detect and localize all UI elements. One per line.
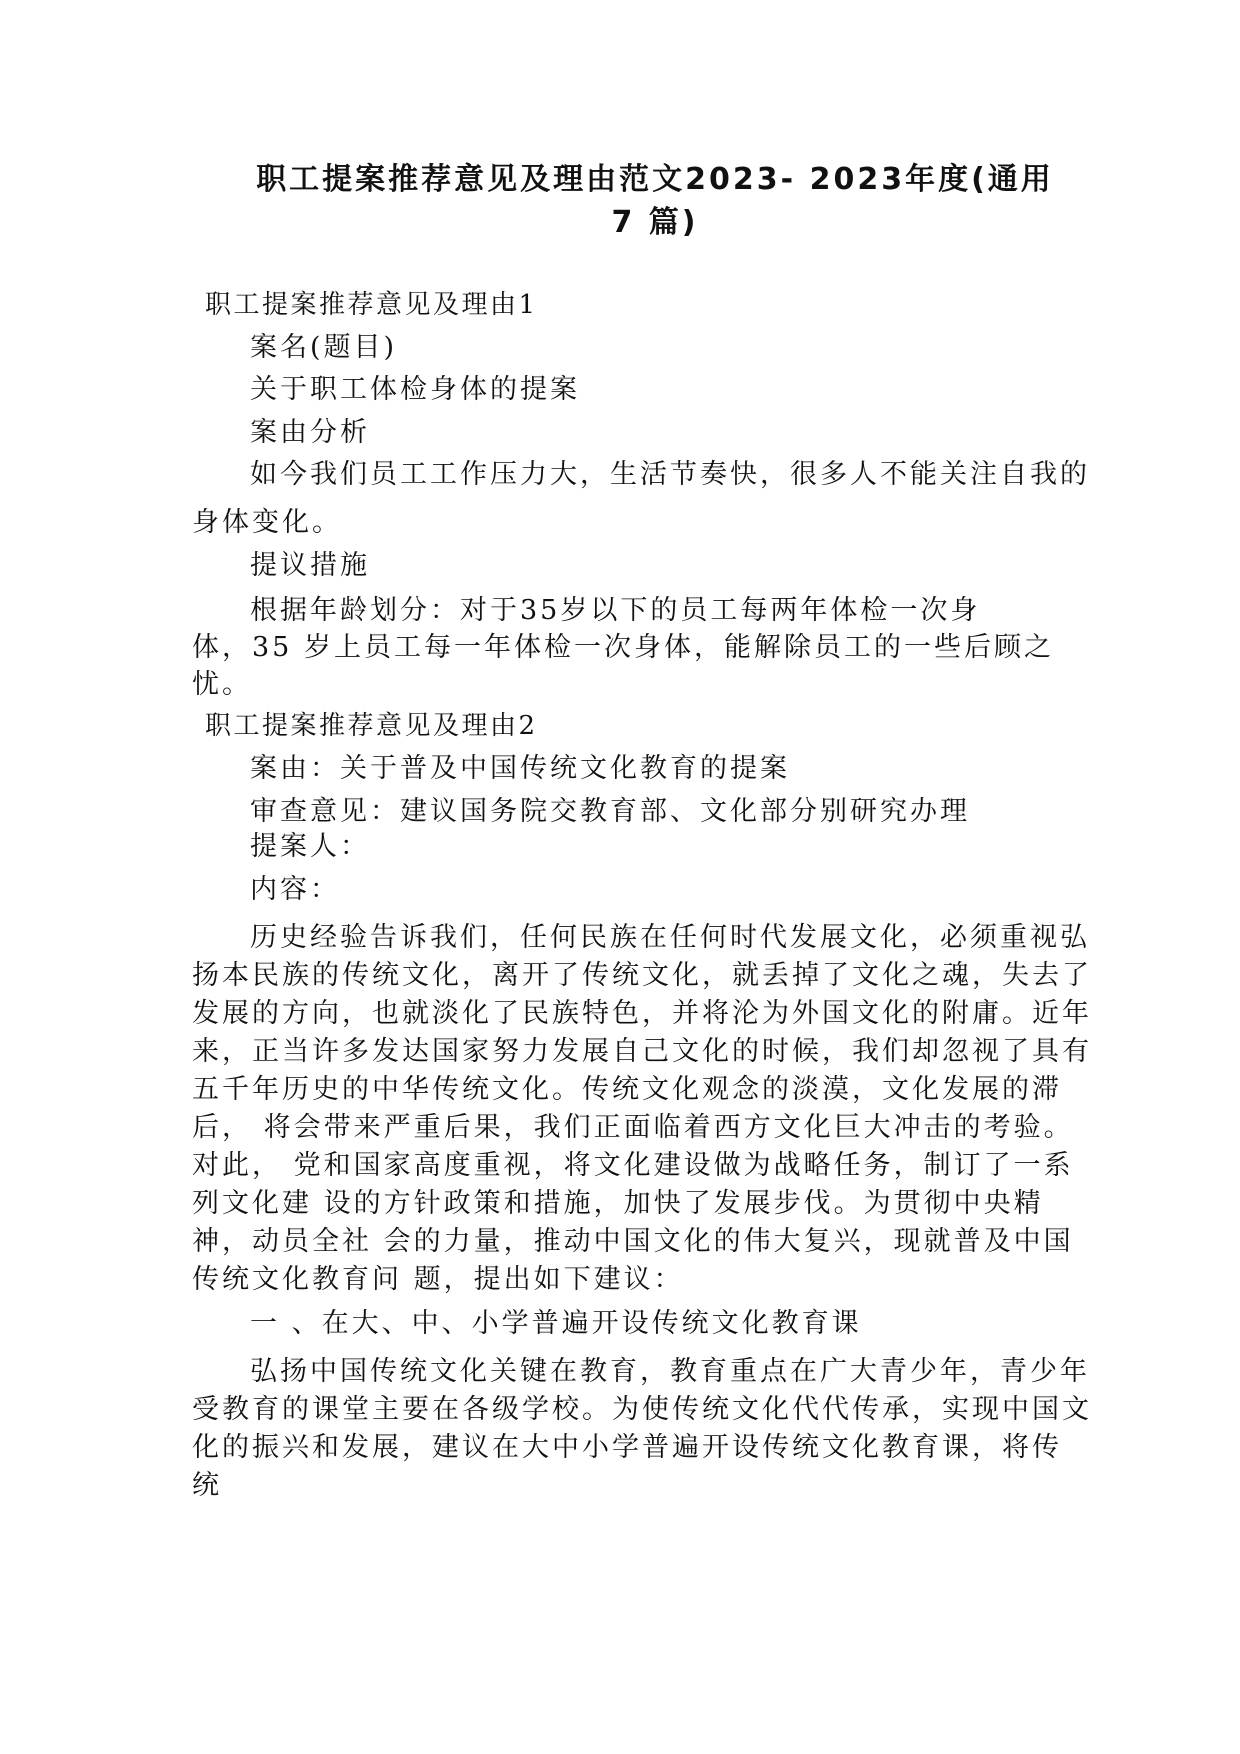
paragraph-line: 对此， 党和国家高度重视，将文化建设做为战略任务，制订了一系 (192, 1150, 1074, 1181)
paragraph-line: 内容： (250, 874, 340, 905)
paragraph-line: 后， 将会带来严重后果，我们正面临着西方文化巨大冲击的考验。 (192, 1112, 1074, 1143)
paragraph-line: 发展的方向，也就淡化了民族特色，并将沦为外国文化的附庸。近年 (192, 998, 1092, 1029)
title-line-2: 7 篇) (611, 205, 699, 240)
paragraph-line: 传统文化教育问 题，提出如下建议： (192, 1264, 684, 1295)
paragraph-line: 体，35 岁上员工每一年体检一次身体，能解除员工的一些后顾之 (192, 632, 1054, 663)
paragraph-line: 案名(题目) (250, 332, 398, 363)
paragraph-line: 案由：关于普及中国传统文化教育的提案 (250, 753, 790, 784)
paragraph-line: 五千年历史的中华传统文化。传统文化观念的淡漠，文化发展的滞 (192, 1074, 1062, 1105)
paragraph-line: 根据年龄划分：对于35岁以下的员工每两年体检一次身 (250, 595, 981, 626)
paragraph-line: 列文化建 设的方针政策和措施，加快了发展步伐。为贯彻中央精 (192, 1188, 1044, 1219)
paragraph-line: 关于职工体检身体的提案 (250, 374, 580, 405)
paragraph-line: 案由分析 (250, 417, 370, 448)
section-heading-1: 职工提案推荐意见及理由1 (205, 290, 538, 320)
paragraph-line: 一 、在大、中、小学普遍开设传统文化教育课 (250, 1308, 862, 1339)
paragraph-line: 提案人： (250, 831, 370, 862)
paragraph-line: 忧。 (192, 669, 252, 700)
paragraph-line: 受教育的课堂主要在各级学校。为使传统文化代代传承，实现中国文 (192, 1394, 1092, 1425)
paragraph-line: 身体变化。 (192, 507, 342, 538)
paragraph-line: 来，正当许多发达国家努力发展自己文化的时候，我们却忽视了具有 (192, 1036, 1092, 1067)
document-title (250, 158, 1060, 244)
paragraph-line: 历史经验告诉我们，任何民族在任何时代发展文化，必须重视弘 (250, 922, 1090, 953)
paragraph-line: 化的振兴和发展，建议在大中小学普遍开设传统文化教育课，将传 (192, 1432, 1062, 1463)
paragraph-line: 神，动员全社 会的力量，推动中国文化的伟大复兴，现就普及中国 (192, 1226, 1074, 1257)
paragraph-line: 提议措施 (250, 550, 370, 581)
section-heading-2: 职工提案推荐意见及理由2 (205, 711, 538, 741)
title-line-1: 职工提案推荐意见及理由范文2023- 2023年度(通用 (256, 162, 1054, 197)
paragraph-line: 扬本民族的传统文化，离开了传统文化，就丢掉了文化之魂，失去了 (192, 960, 1092, 991)
paragraph-line: 审查意见：建议国务院交教育部、文化部分别研究办理 (250, 796, 970, 827)
paragraph-line: 统 (192, 1470, 222, 1501)
paragraph-line: 弘扬中国传统文化关键在教育，教育重点在广大青少年，青少年 (250, 1356, 1090, 1387)
paragraph-line: 如今我们员工工作压力大，生活节奏快，很多人不能关注自我的 (250, 459, 1090, 490)
